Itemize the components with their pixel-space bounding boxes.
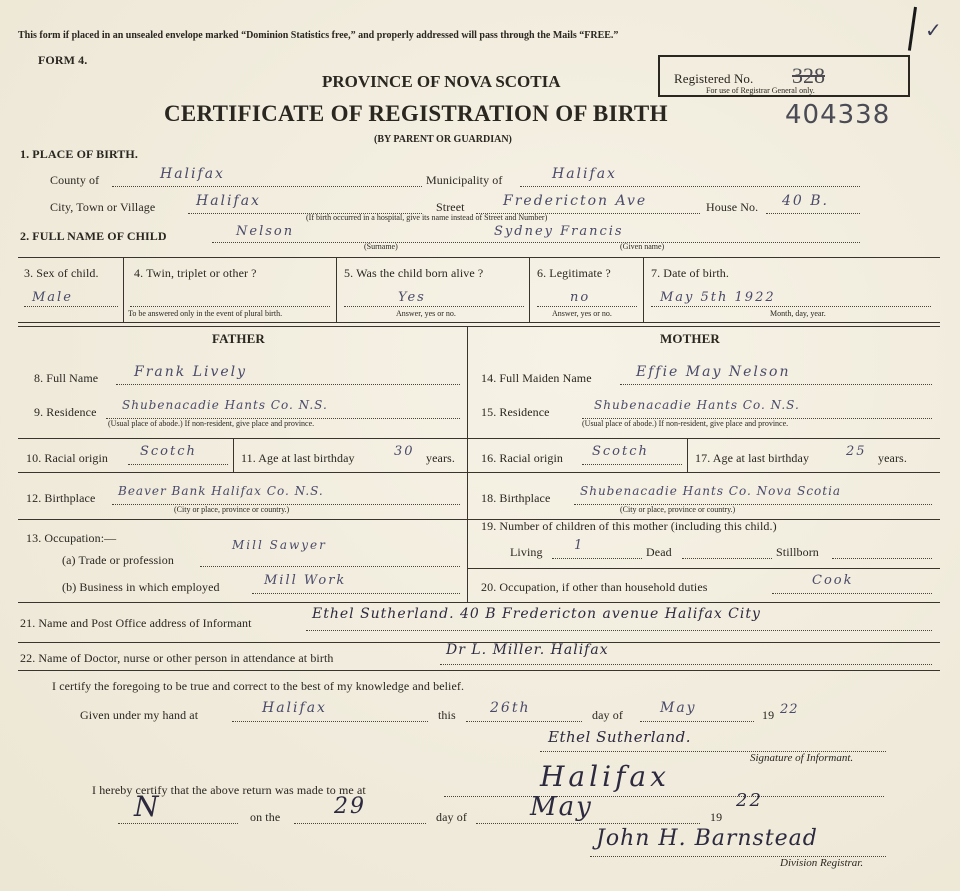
mother-residence-note: (Usual place of abode.) If non-resident, give place and province. xyxy=(582,419,789,428)
mother-children-label: 19. Number of children of this mother (including this child.) xyxy=(481,519,777,533)
mother-residence-value: Shubenacadie Hants Co. N.S. xyxy=(594,398,800,412)
twin-label: 4. Twin, triplet or other ? xyxy=(134,266,257,280)
mother-heading: MOTHER xyxy=(660,331,720,346)
registered-label: Registered No. xyxy=(674,71,754,86)
legitimate-note: Answer, yes or no. xyxy=(552,309,612,318)
legitimate-value: no xyxy=(570,290,591,305)
dead-label: Dead xyxy=(646,545,672,559)
mother-occupation-label: 20. Occupation, if other than household duties xyxy=(481,580,708,594)
registrar-on-label: on the xyxy=(250,810,281,824)
mother-age-value: 25 xyxy=(846,444,867,459)
given-under-label: Given under my hand at xyxy=(80,708,199,722)
father-racial-label: 10. Racial origin xyxy=(26,451,109,465)
form-number: FORM 4. xyxy=(38,53,88,67)
informant-signature: Ethel Sutherland. xyxy=(548,728,692,746)
tick-icon: ✓ xyxy=(925,18,942,42)
father-racial-value: Scotch xyxy=(140,444,197,459)
mother-occupation-value: Cook xyxy=(812,573,854,588)
surname-note: (Surname) xyxy=(364,242,398,251)
mother-residence-label: 15. Residence xyxy=(481,405,550,419)
living-label: Living xyxy=(510,545,543,559)
father-trade-label: (a) Trade or profession xyxy=(62,553,174,567)
father-residence-label: 9. Residence xyxy=(34,405,97,419)
mother-racial-label: 16. Racial origin xyxy=(481,451,564,465)
father-residence-value: Shubenacadie Hants Co. N.S. xyxy=(122,398,328,412)
father-age-unit: years. xyxy=(426,451,455,465)
living-value: 1 xyxy=(574,538,585,553)
county-label: County of xyxy=(50,173,100,187)
certify-year-prefix: 19 xyxy=(762,708,775,722)
mother-birthplace-value: Shubenacadie Hants Co. Nova Scotia xyxy=(580,484,842,498)
registrar-day-value: 29 xyxy=(334,794,366,819)
registrar-month-value: May xyxy=(530,792,593,822)
certify-month-value: May xyxy=(660,700,697,716)
certify-statement: I certify the foregoing to be true and correct to the best of my knowledge and belief. xyxy=(52,679,465,693)
street-label: Street xyxy=(436,200,465,214)
mother-birthplace-note: (City or place, province or country.) xyxy=(620,505,736,514)
child-surname-value: Nelson xyxy=(236,224,295,239)
house-label: House No. xyxy=(706,200,759,214)
father-name-value: Frank Lively xyxy=(134,364,248,380)
registrar-signature: John H. Barnstead xyxy=(596,826,818,851)
registered-value: 328 xyxy=(792,63,825,88)
child-name-label: 2. FULL NAME OF CHILD xyxy=(20,229,167,243)
father-birthplace-note: (City or place, province or country.) xyxy=(174,505,290,514)
doctor-label: 22. Name of Doctor, nurse or other person in attendance at birth xyxy=(20,651,334,665)
alive-value: Yes xyxy=(398,290,426,305)
date-value: May 5th 1922 xyxy=(660,290,776,305)
date-label: 7. Date of birth. xyxy=(651,266,730,280)
informant-value: Ethel Sutherland. 40 B Fredericton avenue Halifax City xyxy=(312,606,761,622)
house-value: 40 B. xyxy=(782,193,830,209)
registrar-year-value: 22 xyxy=(736,790,763,811)
subtitle: (BY PARENT OR GUARDIAN) xyxy=(374,134,512,145)
this-label: this xyxy=(438,708,456,722)
certify-day-value: 26th xyxy=(490,700,531,716)
check-mark-icon xyxy=(897,5,917,51)
registered-number-box xyxy=(658,55,910,97)
mother-birthplace-label: 18. Birthplace xyxy=(481,491,551,505)
registrar-title: Division Registrar. xyxy=(780,857,864,869)
mother-age-unit: years. xyxy=(878,451,907,465)
mail-notice: This form if placed in an unsealed envelope marked “Dominion Statistics free,” and properly addressed will pass through the Mails “FREE.” xyxy=(18,30,619,41)
place-of-birth-heading: 1. PLACE OF BIRTH. xyxy=(20,147,138,161)
father-age-value: 30 xyxy=(394,444,415,459)
certify-day-of-label: day of xyxy=(592,708,623,722)
county-value: Halifax xyxy=(160,166,225,182)
stamp-number: 404338 xyxy=(785,100,891,130)
father-heading: FATHER xyxy=(212,331,265,346)
father-trade-value: Mill Sawyer xyxy=(232,538,327,552)
alive-note: Answer, yes or no. xyxy=(396,309,456,318)
certify-year-value: 22 xyxy=(780,702,799,717)
doctor-value: Dr L. Miller. Halifax xyxy=(446,642,609,658)
father-business-label: (b) Business in which employed xyxy=(62,580,220,594)
father-birthplace-label: 12. Birthplace xyxy=(26,491,96,505)
alive-label: 5. Was the child born alive ? xyxy=(344,266,484,280)
twin-note: To be answered only in the event of plural birth. xyxy=(128,309,283,318)
father-business-value: Mill Work xyxy=(264,573,347,588)
sex-value: Male xyxy=(32,290,73,305)
sex-label: 3. Sex of child. xyxy=(24,266,99,280)
given-place-value: Halifax xyxy=(262,700,327,716)
given-note: (Given name) xyxy=(620,242,665,251)
street-value: Fredericton Ave xyxy=(503,193,648,209)
father-occupation-label: 13. Occupation:— xyxy=(26,531,117,545)
mother-name-value: Effie May Nelson xyxy=(636,364,791,380)
child-given-value: Sydney Francis xyxy=(494,224,624,239)
city-value: Halifax xyxy=(196,193,261,209)
mother-name-label: 14. Full Maiden Name xyxy=(481,371,592,385)
father-birthplace-value: Beaver Bank Halifax Co. N.S. xyxy=(118,484,324,498)
registrar-place-value: Halifax xyxy=(540,760,670,793)
city-label: City, Town or Village xyxy=(50,200,156,214)
father-age-label: 11. Age at last birthday xyxy=(241,451,355,465)
registrar-day-of-label: day of xyxy=(436,810,467,824)
mother-age-label: 17. Age at last birthday xyxy=(695,451,810,465)
municipality-label: Municipality of xyxy=(426,173,503,187)
date-note: Month, day, year. xyxy=(770,309,826,318)
father-residence-note: (Usual place of abode.) If non-resident, give place and province. xyxy=(108,419,315,428)
mother-racial-value: Scotch xyxy=(592,444,649,459)
informant-label: 21. Name and Post Office address of Informant xyxy=(20,616,252,630)
legitimate-label: 6. Legitimate ? xyxy=(537,266,611,280)
province-heading: PROVINCE OF NOVA SCOTIA xyxy=(322,72,561,91)
municipality-value: Halifax xyxy=(552,166,617,182)
signature-label: Signature of Informant. xyxy=(750,752,854,764)
registrar-initial-value: N xyxy=(134,790,161,823)
father-name-label: 8. Full Name xyxy=(34,371,99,385)
stillborn-label: Stillborn xyxy=(776,545,819,559)
registrar-statement: I hereby certify that the above return was made to me at xyxy=(92,783,366,797)
page-title: CERTIFICATE OF REGISTRATION OF BIRTH xyxy=(164,101,668,126)
registered-note: For use of Registrar General only. xyxy=(706,86,815,95)
hospital-note: (If birth occurred in a hospital, give its name instead of Street and Number) xyxy=(306,213,548,222)
registrar-year-prefix: 19 xyxy=(710,810,723,824)
